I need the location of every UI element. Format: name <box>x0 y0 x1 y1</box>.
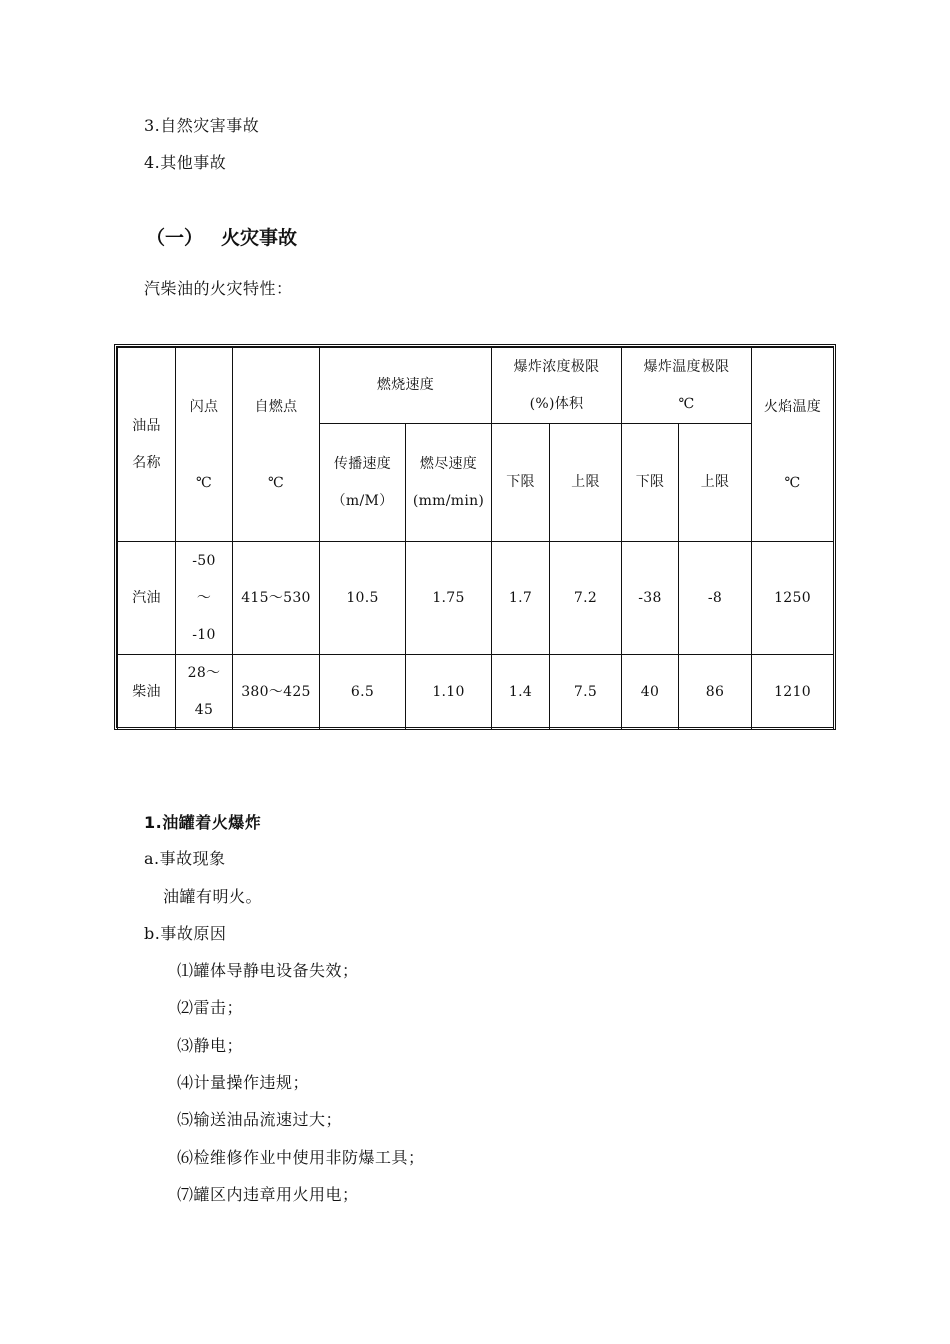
autoignition-cell: 380～425 <box>233 655 320 730</box>
autoignition-cell: 415～530 <box>233 542 320 655</box>
flame-temperature-cell: 1250 <box>752 542 834 655</box>
temperature-upper-cell: 86 <box>679 655 752 730</box>
temperature-upper-cell: -8 <box>679 542 752 655</box>
cause-item: ⑺罐区内违章用火用电； <box>177 1185 359 1204</box>
concentration-upper-cell: 7.5 <box>550 655 622 730</box>
header-autoignition: 自燃点 ℃ <box>233 348 320 542</box>
header-burning-speed: 燃烧速度 <box>320 348 492 424</box>
intro-item-3: 3.自然灾害事故 <box>144 116 260 135</box>
header-temperature-lower: 下限 <box>622 424 679 542</box>
section-title: 火灾事故 <box>221 227 298 249</box>
oil-name-cell: 柴油 <box>118 655 176 730</box>
burnout-cell: 1.10 <box>406 655 492 730</box>
header-concentration-lower: 下限 <box>492 424 550 542</box>
concentration-lower-cell: 1.4 <box>492 655 550 730</box>
cause-item: ⑸输送油品流速过大； <box>177 1110 343 1129</box>
cause-item: ⑹检维修作业中使用非防爆工具； <box>177 1148 425 1167</box>
subsection-title: 1.油罐着火爆炸 <box>144 813 262 832</box>
header-oil-name: 油品 名称 <box>118 348 176 542</box>
propagation-cell: 6.5 <box>320 655 406 730</box>
table-row <box>118 655 834 730</box>
propagation-cell: 10.5 <box>320 542 406 655</box>
header-explosion-temperature: 爆炸温度极限 ℃ <box>622 348 752 424</box>
header-burnout-speed: 燃尽速度 (mm/min) <box>406 424 492 542</box>
phenomenon-label: a.事故现象 <box>144 849 226 868</box>
header-flash-point: 闪点 ℃ <box>176 348 233 542</box>
cause-item: ⑷计量操作违规； <box>177 1073 310 1092</box>
temperature-lower-cell: 40 <box>622 655 679 730</box>
phenomenon-text: 油罐有明火。 <box>163 887 263 906</box>
header-temperature-upper: 上限 <box>679 424 752 542</box>
cause-item: ⑶静电； <box>177 1036 244 1055</box>
header-propagation-speed: 传播速度 （m/M） <box>320 424 406 542</box>
header-flame-temperature: 火焰温度 ℃ <box>752 348 834 542</box>
concentration-upper-cell: 7.2 <box>550 542 622 655</box>
intro-item-4: 4.其他事故 <box>144 153 227 172</box>
oil-name-cell: 汽油 <box>118 542 176 655</box>
section-heading <box>146 226 297 250</box>
cause-label: b.事故原因 <box>144 924 227 943</box>
flame-temperature-cell: 1210 <box>752 655 834 730</box>
burnout-cell: 1.75 <box>406 542 492 655</box>
temperature-lower-cell: -38 <box>622 542 679 655</box>
flash-point-cell: 28～ 45 <box>176 655 233 730</box>
section-number: （一） <box>146 227 204 249</box>
fire-properties-table <box>114 344 836 730</box>
flash-point-cell: -50 ～ -10 <box>176 542 233 655</box>
header-explosion-concentration: 爆炸浓度极限 (%)体积 <box>492 348 622 424</box>
table-caption: 汽柴油的火灾特性： <box>144 279 293 298</box>
concentration-lower-cell: 1.7 <box>492 542 550 655</box>
header-concentration-upper: 上限 <box>550 424 622 542</box>
cause-item: ⑴罐体导静电设备失效； <box>177 961 359 980</box>
table-row <box>118 542 834 655</box>
cause-item: ⑵雷击； <box>177 998 244 1017</box>
